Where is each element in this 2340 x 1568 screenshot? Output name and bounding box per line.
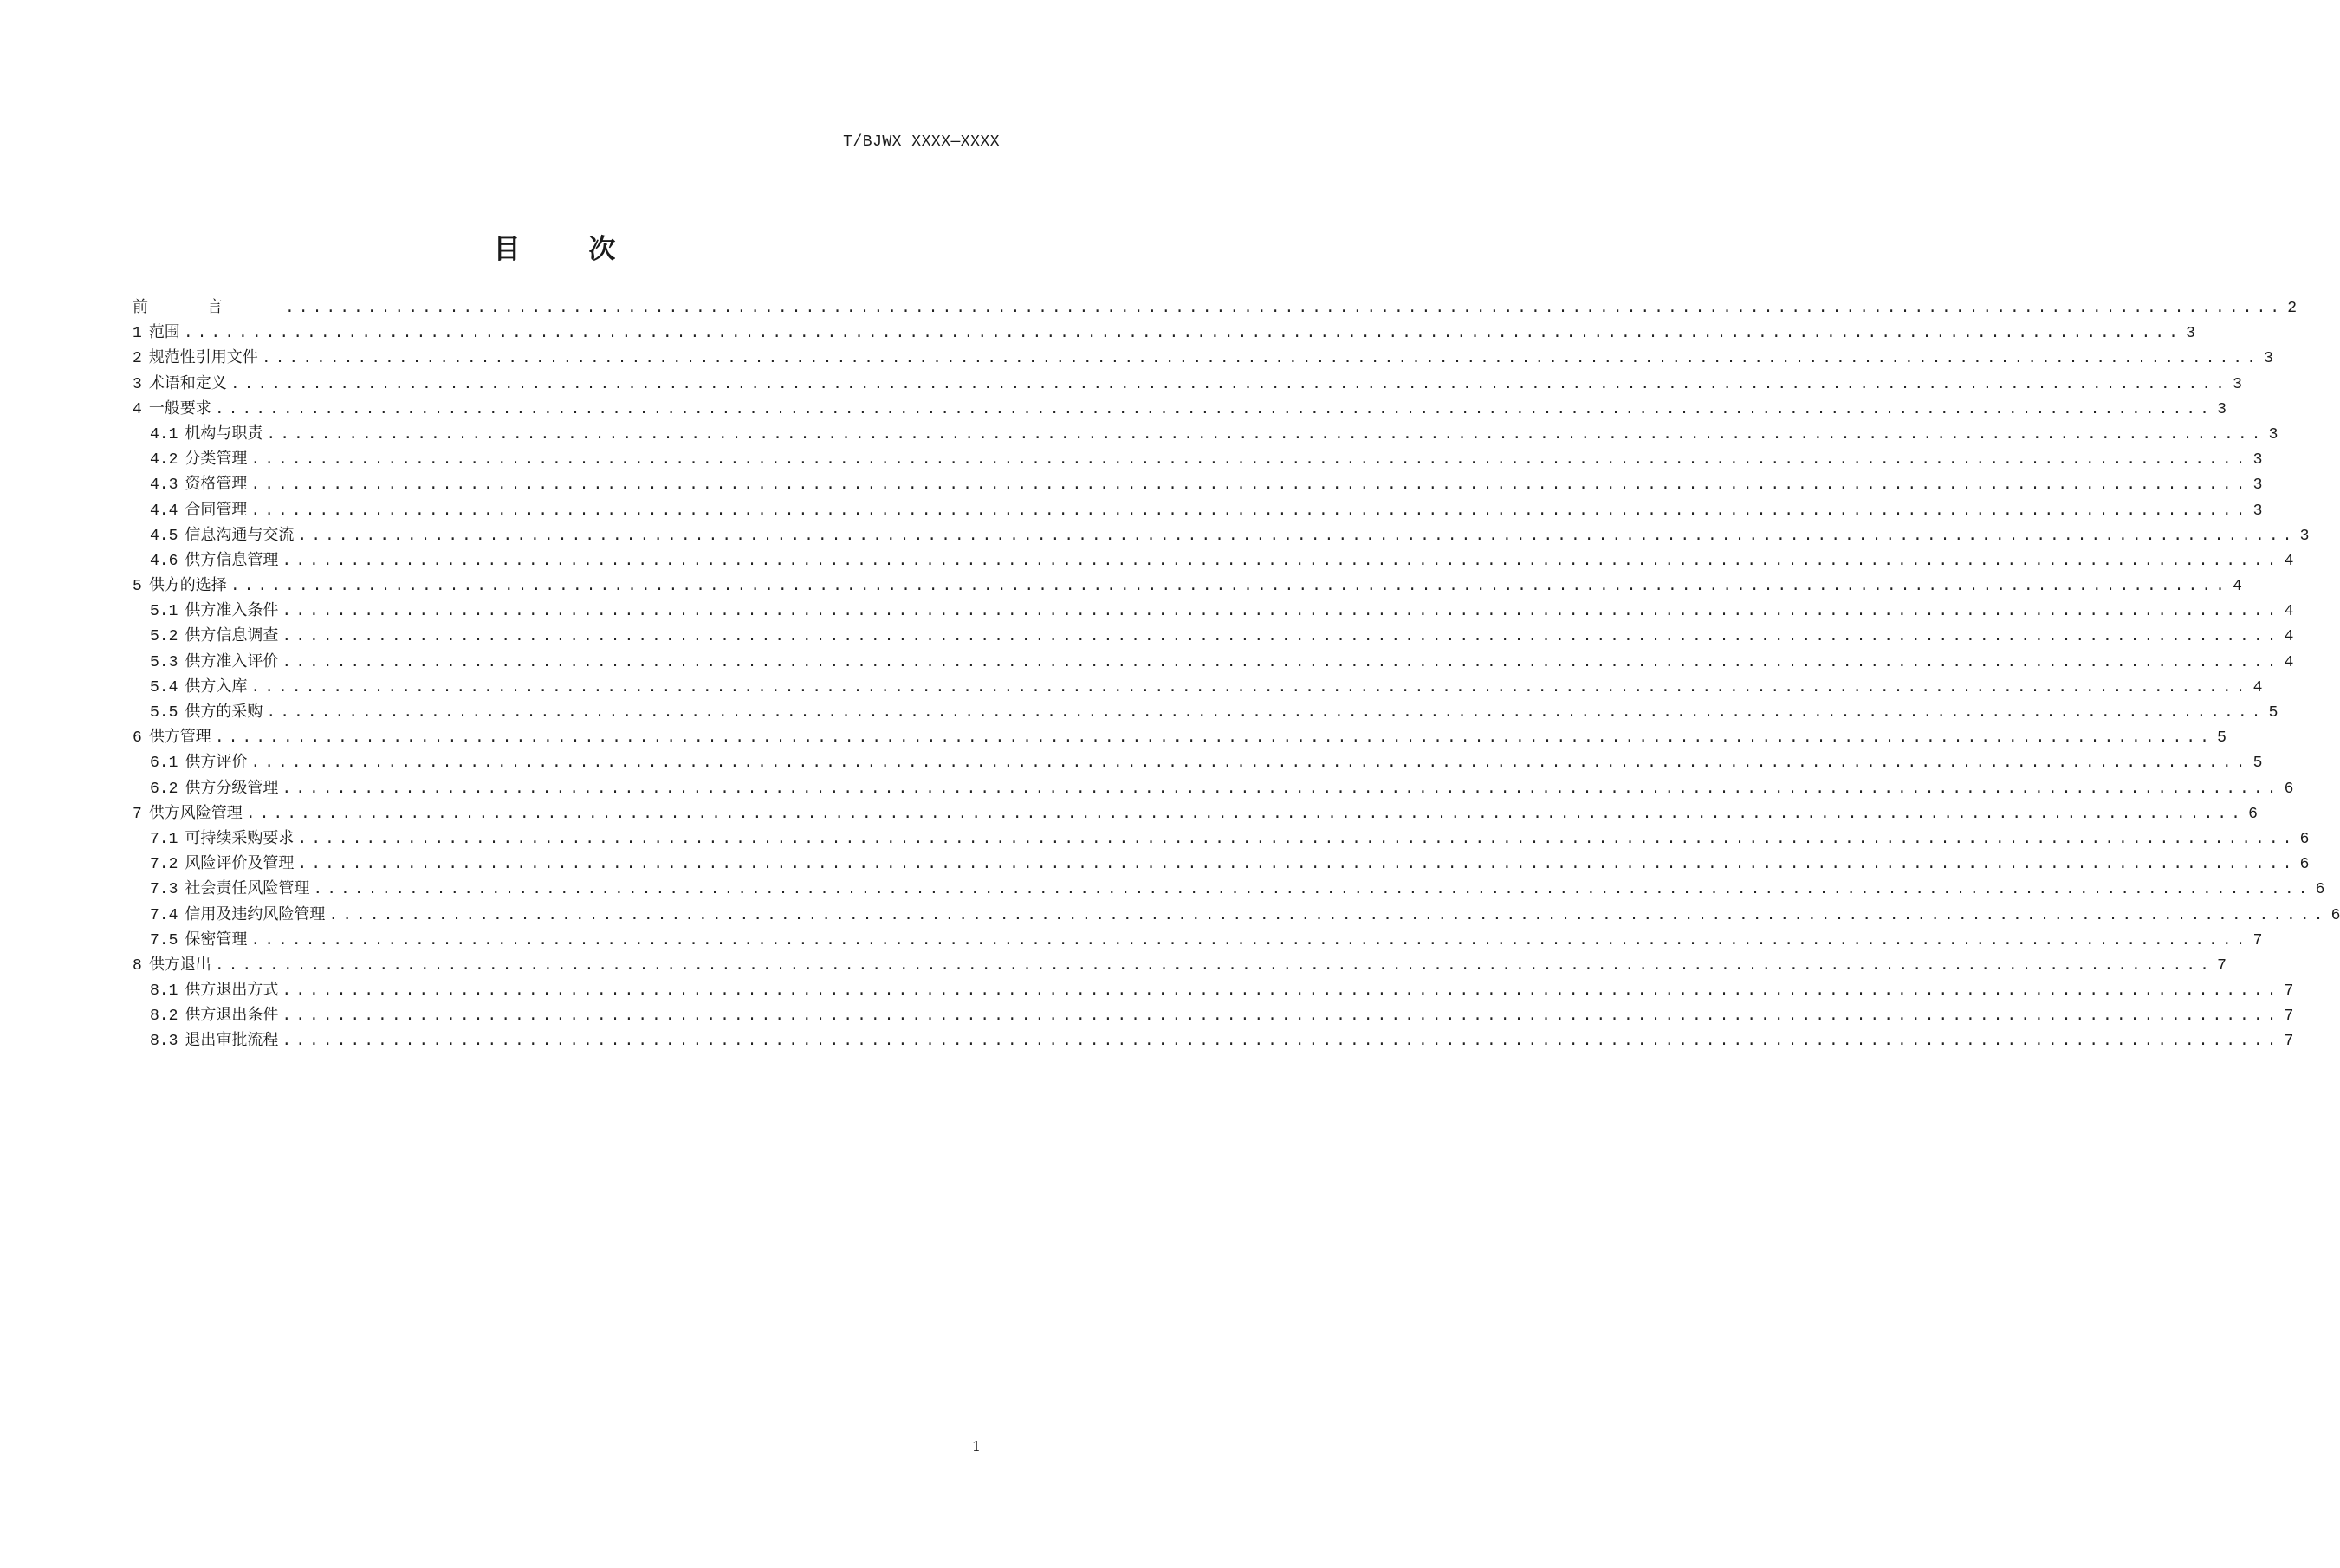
toc-entry[interactable] — [133, 573, 2242, 598]
toc-entry-label: 风险评价及管理 — [185, 854, 295, 873]
toc-entry-number: 6 — [133, 729, 142, 748]
toc-entry[interactable] — [133, 471, 2263, 496]
toc-entry-page: 5 — [2217, 729, 2227, 748]
toc-dot-leader: .................................................................................................................................................. — [250, 451, 2250, 470]
toc-dot-leader: .................................................................................................................................................. — [250, 476, 2250, 495]
toc-entry-number: 8.2 — [150, 1008, 178, 1026]
toc-entry-label: 供方管理 — [148, 728, 211, 747]
toc-entry-label: 前言 — [133, 298, 282, 316]
toc-entry-page: 3 — [2268, 425, 2278, 444]
toc-entry-label: 信用及违约风险管理 — [185, 904, 326, 923]
toc-dot-leader: .................................................................................................................................................. — [285, 300, 2285, 317]
toc-entry-page: 7 — [2284, 1033, 2294, 1051]
toc-entry-page: 3 — [2264, 350, 2273, 368]
toc-dot-leader: .................................................................................................................................................. — [282, 982, 2281, 1001]
toc-dot-leader: .................................................................................................................................................. — [250, 931, 2250, 949]
toc-entry-number: 5.4 — [150, 678, 178, 697]
toc-dot-leader: .................................................................................................................................................. — [245, 805, 2245, 823]
toc-entry[interactable] — [133, 446, 2263, 471]
toc-entry[interactable] — [133, 371, 2242, 396]
toc-dot-leader: .................................................................................................................................................. — [282, 780, 2281, 798]
toc-entry-number: 3 — [133, 375, 142, 393]
toc-entry-label: 供方的选择 — [148, 576, 227, 595]
toc-entry[interactable] — [133, 952, 2227, 977]
toc-dot-leader: .................................................................................................................................................. — [266, 704, 2265, 722]
toc-entry-number: 4.1 — [150, 425, 178, 444]
toc-entry-page: 6 — [2299, 856, 2310, 874]
toc-entry-label: 机构与职责 — [185, 424, 263, 443]
page-number: 1 — [971, 1438, 981, 1455]
toc-entry-page: 7 — [2217, 956, 2227, 975]
toc-entry-page: 3 — [2186, 325, 2195, 343]
toc-entry-number: 7.1 — [150, 830, 178, 848]
toc-entry[interactable] — [133, 1027, 2294, 1053]
toc-entry-number: 8.3 — [150, 1033, 178, 1051]
toc-entry-label: 供方入库 — [185, 677, 248, 696]
toc-entry-number: 7.4 — [150, 906, 178, 924]
toc-entry[interactable] — [133, 598, 2294, 623]
toc-entry[interactable] — [133, 876, 2325, 901]
toc-entry-page: 3 — [2299, 527, 2310, 545]
toc-entry-label: 供方风险管理 — [148, 803, 243, 822]
toc-entry[interactable] — [133, 649, 2294, 674]
toc-dot-leader: .................................................................................................................................................. — [183, 325, 2182, 343]
toc-entry-number: 5.3 — [150, 653, 178, 671]
toc-entry[interactable] — [133, 1002, 2294, 1027]
toc-entry-page: 4 — [2284, 603, 2294, 621]
toc-entry[interactable] — [133, 699, 2278, 724]
toc-entry-number: 7.5 — [150, 931, 178, 949]
toc-entry-page: 4 — [2284, 552, 2294, 570]
toc-dot-leader: .................................................................................................................................................. — [250, 678, 2250, 697]
toc-entry-label: 供方准入条件 — [185, 601, 279, 620]
toc-dot-leader: .................................................................................................................................................. — [282, 1033, 2281, 1051]
toc-dot-leader: .................................................................................................................................................. — [230, 375, 2229, 393]
toc-entry[interactable] — [133, 851, 2310, 876]
toc-dot-leader: .................................................................................................................................................. — [282, 653, 2281, 671]
toc-entry[interactable] — [133, 295, 2298, 320]
toc-entry-number: 6.2 — [150, 780, 178, 798]
toc-dot-leader: .................................................................................................................................................. — [250, 502, 2250, 520]
toc-entry-label: 供方退出方式 — [185, 981, 279, 1000]
toc-entry[interactable] — [133, 396, 2227, 421]
toc-entry-label: 供方信息管理 — [185, 550, 279, 569]
toc-entry[interactable] — [133, 497, 2263, 522]
toc-entry[interactable] — [133, 421, 2278, 446]
toc-entry-label: 供方评价 — [185, 753, 248, 772]
toc-entry-label: 供方分级管理 — [185, 778, 279, 797]
document-code: T/BJWX XXXX—XXXX — [843, 133, 1000, 151]
toc-entry-page: 3 — [2233, 375, 2242, 393]
toc-entry-page: 6 — [2284, 780, 2294, 798]
toc-entry[interactable] — [133, 623, 2294, 648]
toc-entry[interactable] — [133, 800, 2258, 826]
toc-entry-page: 4 — [2252, 678, 2263, 697]
toc-entry-number: 7.2 — [150, 856, 178, 874]
toc-entry[interactable] — [133, 548, 2294, 573]
toc-entry-number: 4.5 — [150, 527, 178, 545]
toc-entry-label: 供方退出条件 — [185, 1006, 279, 1025]
toc-entry-label: 一般要求 — [148, 398, 211, 418]
toc-dot-leader: .................................................................................................................................................. — [282, 628, 2281, 646]
toc-entry-page: 3 — [2217, 400, 2227, 418]
toc-entry-page: 3 — [2252, 502, 2263, 520]
toc-entry-page: 6 — [2315, 881, 2325, 899]
toc-entry-label: 分类管理 — [185, 450, 248, 469]
toc-dot-leader: .................................................................................................................................................. — [250, 755, 2250, 773]
toc-entry[interactable] — [133, 775, 2294, 800]
toc-entry[interactable] — [133, 345, 2273, 370]
toc-entry-number: 6.1 — [150, 755, 178, 773]
toc-entry-label: 供方退出 — [148, 955, 211, 974]
toc-entry[interactable] — [133, 674, 2263, 699]
toc-entry[interactable] — [133, 927, 2263, 952]
toc-entry-label: 可持续采购要求 — [185, 828, 295, 847]
toc-entry-label: 退出审批流程 — [185, 1031, 279, 1050]
toc-dot-leader: .................................................................................................................................................. — [230, 578, 2229, 596]
toc-entry-number: 4.6 — [150, 552, 178, 570]
toc-entry-number: 5 — [133, 578, 142, 596]
toc-entry-page: 6 — [2330, 906, 2340, 924]
toc-entry-page: 7 — [2284, 1008, 2294, 1026]
toc-entry-page: 4 — [2284, 628, 2294, 646]
toc-entry[interactable] — [133, 902, 2340, 927]
toc-entry-label: 保密管理 — [185, 930, 248, 949]
toc-entry-label: 供方信息调查 — [185, 626, 279, 645]
toc-entry[interactable] — [133, 724, 2227, 749]
toc-entry-page: 4 — [2233, 578, 2242, 596]
toc-entry-number: 4.2 — [150, 451, 178, 470]
toc-dot-leader: .................................................................................................................................................. — [328, 906, 2328, 924]
toc-entry-number: 4 — [133, 400, 142, 418]
toc-entry[interactable] — [133, 320, 2195, 345]
toc-entry-label: 合同管理 — [185, 500, 248, 519]
toc-entry-number: 7 — [133, 805, 142, 823]
toc-entry-number: 5.2 — [150, 628, 178, 646]
toc-entry-page: 3 — [2252, 476, 2263, 495]
toc-entry-page: 7 — [2284, 982, 2294, 1001]
toc-dot-leader: .................................................................................................................................................. — [214, 400, 2214, 418]
toc-entry[interactable] — [133, 826, 2310, 851]
toc-entry-label: 信息沟通与交流 — [185, 525, 295, 544]
toc-entry-number: 4.4 — [150, 502, 178, 520]
toc-entry-number: 8.1 — [150, 982, 178, 1001]
toc-entry-page: 2 — [2287, 300, 2298, 317]
toc-entry-label: 范围 — [148, 323, 180, 342]
toc-dot-leader: .................................................................................................................................................. — [297, 856, 2297, 874]
toc-entry-label: 规范性引用文件 — [148, 348, 258, 367]
toc-dot-leader: .................................................................................................................................................. — [282, 552, 2281, 570]
toc-title: 目 次 — [493, 234, 645, 265]
toc-entry[interactable] — [133, 522, 2310, 548]
toc-entry-label: 供方准入评价 — [185, 651, 279, 671]
toc-entry-page: 4 — [2284, 653, 2294, 671]
toc-dot-leader: .................................................................................................................................................. — [282, 603, 2281, 621]
toc-dot-leader: .................................................................................................................................................. — [214, 956, 2214, 975]
toc-entry-page: 6 — [2248, 805, 2258, 823]
table-of-contents — [133, 295, 2340, 1053]
toc-entry-number: 4.3 — [150, 476, 178, 495]
toc-dot-leader: .................................................................................................................................................. — [266, 425, 2265, 444]
toc-entry-label: 术语和定义 — [148, 373, 227, 392]
toc-entry-page: 3 — [2252, 451, 2263, 470]
toc-entry[interactable] — [133, 977, 2294, 1002]
toc-entry-page: 5 — [2268, 704, 2278, 722]
toc-entry-page: 5 — [2252, 755, 2263, 773]
toc-entry-number: 2 — [133, 350, 142, 368]
toc-entry-number: 5.5 — [150, 704, 178, 722]
toc-entry-label: 资格管理 — [185, 475, 248, 494]
toc-entry-number: 1 — [133, 325, 142, 343]
toc-dot-leader: .................................................................................................................................................. — [214, 729, 2214, 748]
toc-dot-leader: .................................................................................................................................................. — [261, 350, 2260, 368]
toc-entry-page: 7 — [2252, 931, 2263, 949]
toc-entry-label: 供方的采购 — [185, 703, 263, 721]
toc-entry-page: 6 — [2299, 830, 2310, 848]
toc-entry-number: 5.1 — [150, 603, 178, 621]
toc-dot-leader: .................................................................................................................................................. — [297, 830, 2297, 848]
toc-dot-leader: .................................................................................................................................................. — [313, 881, 2312, 899]
toc-entry-number: 7.3 — [150, 881, 178, 899]
toc-entry-number: 8 — [133, 956, 142, 975]
toc-entry-label: 社会责任风险管理 — [185, 879, 310, 898]
toc-dot-leader: .................................................................................................................................................. — [282, 1008, 2281, 1026]
toc-entry[interactable] — [133, 749, 2263, 774]
toc-dot-leader: .................................................................................................................................................. — [297, 527, 2297, 545]
